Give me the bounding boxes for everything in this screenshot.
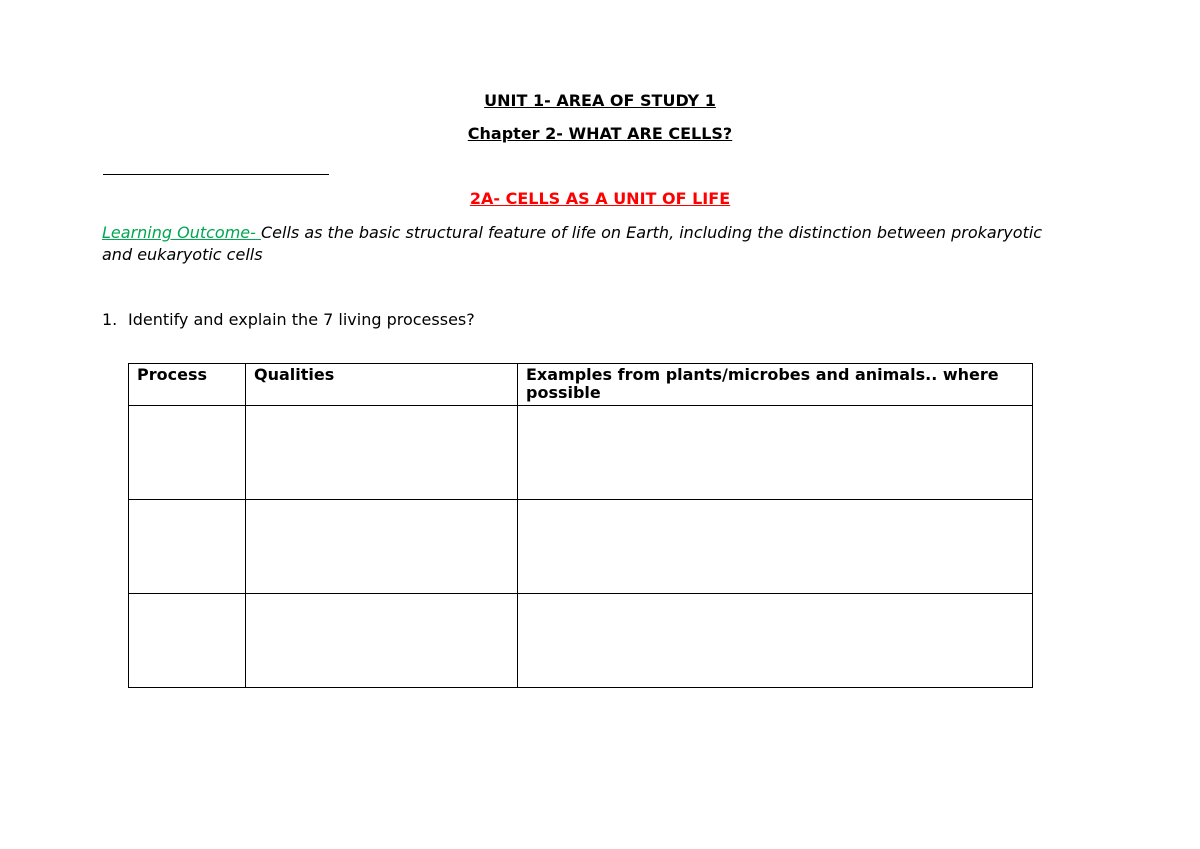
- chapter-title: Chapter 2- WHAT ARE CELLS?: [467, 124, 733, 143]
- question-1: [102, 310, 475, 329]
- table-row: [129, 594, 1033, 688]
- header-process: Process: [129, 364, 246, 406]
- divider-line: [103, 174, 329, 175]
- header-examples: Examples from plants/microbes and animals.. where possible: [518, 364, 1033, 406]
- header-qualities: Qualities: [246, 364, 518, 406]
- table-cell[interactable]: [518, 406, 1033, 500]
- table-cell[interactable]: [129, 500, 246, 594]
- table-cell[interactable]: [246, 406, 518, 500]
- learning-outcome-label: Learning Outcome-: [102, 223, 261, 242]
- table-cell[interactable]: [518, 594, 1033, 688]
- table-row: [129, 500, 1033, 594]
- living-processes-table: [128, 363, 1033, 688]
- table-cell[interactable]: [129, 594, 246, 688]
- question-text: Identify and explain the 7 living processes?: [128, 310, 475, 329]
- table-cell[interactable]: [518, 500, 1033, 594]
- question-number: 1.: [102, 310, 118, 329]
- section-title: 2A- CELLS AS A UNIT OF LIFE: [469, 189, 731, 208]
- table-header-row: [129, 364, 1033, 406]
- table-cell[interactable]: [246, 500, 518, 594]
- unit-title: UNIT 1- AREA OF STUDY 1: [484, 91, 716, 110]
- table-cell[interactable]: [129, 406, 246, 500]
- learning-outcome: [102, 222, 1062, 266]
- table-cell[interactable]: [246, 594, 518, 688]
- learning-outcome-text: Cells as the basic structural feature of life on Earth, including the distinction between prokaryotic and eukaryotic cells: [102, 223, 1043, 264]
- table-row: [129, 406, 1033, 500]
